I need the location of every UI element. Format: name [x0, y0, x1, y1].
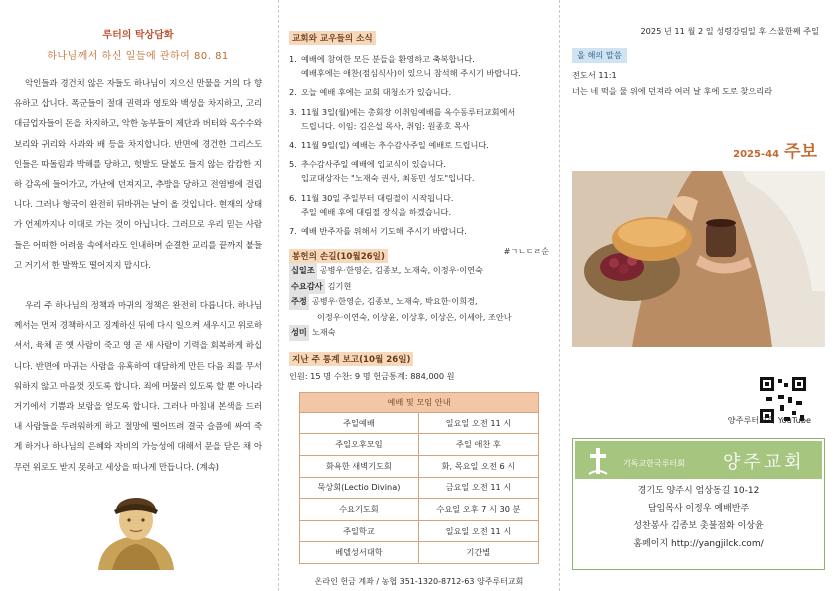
verse-heading: 올 해의 말씀 [572, 48, 627, 63]
service-date: 2025 년 11 월 2 일 성령강림일 후 스물한째 주일 [640, 26, 819, 36]
denomination-label: 기독교한국루터회 [623, 459, 685, 468]
news-item: 3. 11월 3일(월)에는 총회장 이취임예배를 옥수동루터교회에서 드립니다. 이임: 김은섭 목사, 취임: 원종호 목사 [289, 106, 516, 131]
offering-row: 주정 공병우·한영순, 김종보, 노재숙, 박요한·이희경, 이정우·이연숙, 이상윤, 이상후, 이상은, 이세아, 조안나 [291, 296, 512, 322]
column-subtitle: 하나님께서 하신 일들에 관하여 80. 81 [47, 51, 229, 62]
news-item: 1. 예배에 참여한 모든 분들을 환영하고 축복합니다. 예배후에는 애찬(점심식사)이 있으니 참석해 주시기 바랍니다. [289, 54, 521, 79]
offering-heading: 봉헌의 손길(10월26일) [289, 249, 388, 263]
church-name: 양주교회 [723, 452, 805, 473]
column-paragraph-2: 우리 주 하나님의 정책과 마귀의 정책은 완전히 다릅니다. 하나님께서는 먼저 경책하시고 징계하신 뒤에 다시 일으켜 세우시고 위로하셔서, 육체 곧 옛 사람이 죽고 영 곧 새 사람이 기력을 회복하게 하십니다. 반면에 마귀는 사람을 유혹하여 대담하게 만든 다음 죄를 무서워하지 않고 마음껏 짓도록 합니다. 죄에 머물러 있도록 할 뿐 아니라 거기에서 기쁨과 보람을 얻도록 합니다. 그러나 마침내 본색을 드러내 사람들을 두려워하게 하고 절망에 떨어뜨려 결국 슬픔에 싸여 죽게 하거나 하나님의 은혜와 자비의 가능성에 대해서 문을 닫은 채 아무런 위로도 받지 못하고 세상을 떠나게 만듭니다. (계속) [14, 301, 262, 473]
church-servers: 성찬봉사 김종보 촛불점화 이상윤 [633, 521, 764, 532]
meditation-panel [0, 0, 276, 591]
church-pastor: 담임목사 이정우 예배반주 [647, 503, 750, 514]
church-details [573, 483, 824, 553]
church-info-box [572, 438, 825, 570]
cover-panel [562, 0, 835, 591]
bulletin-number: 2025-44 [733, 149, 780, 160]
stats-line: 인원: 15 명 수찬: 9 명 헌금통계: 884,000 원 [289, 370, 455, 381]
offering-row: 성미 노재숙 [289, 325, 549, 341]
news-item: 2. 오늘 예배 후에는 교회 대청소가 있습니다. [289, 87, 452, 98]
offering-heading-row [289, 244, 549, 263]
table-row: 묵상회(Lectio Divina) 금요일 오전 11 시 [300, 477, 539, 499]
column-paragraph-1: 악인들과 경건치 않은 자들도 하나님이 지으신 만물을 거의 다 향유하고 삽니다. 폭군들이 절대 권력과 영토와 백성을 차지하고, 고리대금업자들이 돈을 차지하고, 악한 농부들이 제단과 버터와 옥수수와 보리와 귀리와 사과와 배 등을 차지합니다. 반면에 경건한 그리스도인들은 따돌림과 박해를 당하고, 헛발도 달붙도 들지 않는 캄캄한 지하 감옥에 들어가고, 가난에 던져지고, 추방을 당하고 전염병에 걸립니다. 그러나 형국이 완전히 뒤바뀌는 날이 올 것입니다. 현재의 상태가 언제까지나 이대로 가는 것이 아닙니다. 그러므로 우리 믿는 사람들은 어떠한 어려움 속에서라도 인내하며 순결한 교리를 끝까지 붙들고 거기서 한 발짝도 떨어지지 맙시다. [14, 79, 262, 271]
bread-and-wine-photo [572, 171, 825, 347]
news-item: 4. 11월 9일(일) 예배는 추수감사주일 예배로 드립니다. [289, 140, 489, 151]
fold-line [559, 0, 560, 591]
table-row: 화욕한 새벽기도회 화, 목요일 오전 6 시 [300, 455, 539, 477]
verse-text: 너는 네 떡을 물 위에 던져라 여러 날 후에 도로 찾으리라 [572, 86, 773, 96]
news-item: 6. 11월 30일 주일부터 대림절이 시작됩니다. 주일 예배 후에 대림절 장식을 하겠습니다. [289, 192, 454, 217]
offering-row: 십일조 공병우·한영순, 김종보, 노재숙, 이정우·이연숙 [289, 263, 549, 279]
bulletin-title [572, 137, 825, 162]
offering-row: 수요감사 김기현 [289, 279, 549, 295]
bulletin-word: 주보 [784, 142, 817, 162]
table-row: 주일예배 일요일 오전 11 시 [300, 412, 539, 434]
fold-line [278, 0, 279, 591]
church-address: 경기도 양주시 엄상동길 10-12 [637, 486, 760, 496]
news-heading: 교회와 교우들의 소식 [289, 31, 376, 45]
news-list [289, 52, 549, 238]
table-row: 주일학교 일요일 오전 11 시 [300, 520, 539, 542]
news-item: 7. 예배 반주자를 위해서 기도해 주시기 바랍니다. [289, 226, 467, 237]
verse-reference: 전도서 11:1 [572, 70, 617, 80]
table-row: 수요기도회 수요일 오후 7 시 30 분 [300, 499, 539, 521]
church-homepage: 홈페이지 http://yangjilck.com/ [633, 538, 764, 549]
news-item: 5. 추수감사주일 예배에 입교식이 있습니다. 입교대상자는 "노재숙 권사, 최동민 성도"입니다. [289, 159, 475, 184]
table-row: 베델성서대학 기간별 [300, 542, 539, 564]
offering-account: 온라인 헌금 계좌 / 농협 351-1320-8712-63 양주루터교회 [314, 576, 524, 586]
stats-heading: 지난 주 통계 보고(10월 26일) [289, 352, 413, 366]
news-panel [281, 0, 557, 591]
offering-order-note: #ㄱㄴㄷㄹ순 [503, 247, 549, 257]
youtube-label: 양주루터교회 YouTube [727, 415, 811, 425]
schedule-heading: 예배 및 모임 안내 [300, 392, 539, 412]
cross-icon [587, 446, 609, 476]
luther-portrait-image [92, 484, 180, 570]
table-row: 주일오후모임 주일 애찬 후 [300, 434, 539, 456]
column-title: 루터의 탁상담화 [102, 30, 174, 41]
schedule-table [299, 392, 539, 564]
church-banner [575, 441, 822, 479]
